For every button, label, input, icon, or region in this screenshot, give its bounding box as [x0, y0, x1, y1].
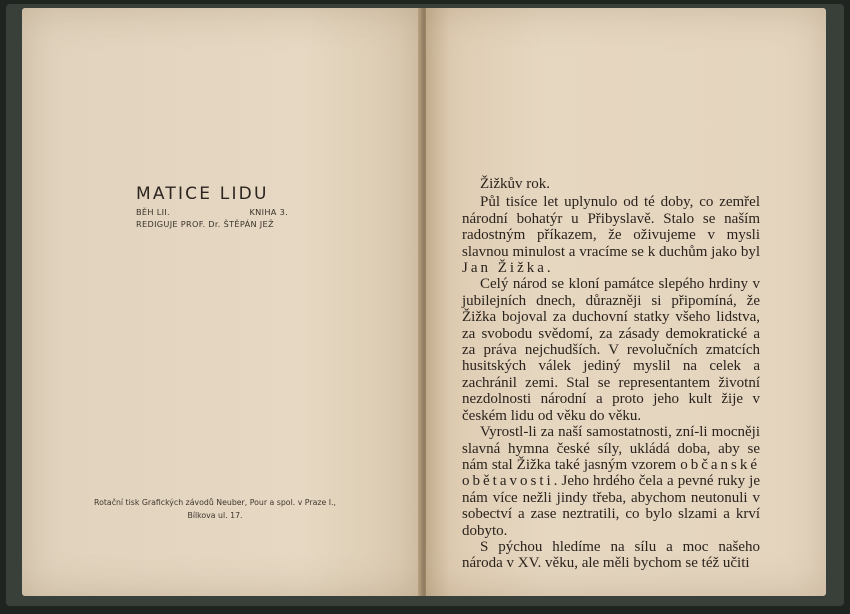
- paragraph-2: Celý národ se kloní památce slepého hrdiny v jubilejních dnech, důrazněji si připomíná, že Žižka bojoval za duchovní statky všeho lidstva, za svobodu svědomí, za zásady demokratické a za práva nejchudších. V revolučních zmatcích husitských válek jediný myslil na celek a zachránil zemi. Stal se representantem životní nezdolnosti národní a proto jeho kult žije v českém lidu od věku do věku.: [462, 276, 760, 424]
- paragraph-1-end: .: [546, 260, 551, 277]
- colophon-line-2: Bílkova ul. 17.: [187, 511, 243, 520]
- right-page-text: [462, 176, 760, 572]
- emphasized-name: Jan Žižka: [462, 260, 547, 277]
- paragraph-4: S pýchou hledíme na sílu a moc našeho národa v XV. věku, ale měli bychom se též učiti: [462, 538, 760, 572]
- paragraph-1-text: Půl tisíce let uplynulo od té doby, co zemřel národní bohatýr u Přibyslavě. Stalo se naším radostným příkazem, že oživujeme v mysli slavnou minulost a vracíme se k duchům jako byl: [462, 194, 760, 260]
- emphasized-phrase: občanské obětavosti: [462, 456, 760, 490]
- series-title: MATICE LIDU: [136, 184, 269, 204]
- paragraph-3-text-a: Vyrostl-li za naší samostatnosti, zní-li mocněji slavná hymna české síly, ukládá doba, aby se nám stal Žižka také jasným vzorem: [462, 424, 760, 473]
- paragraph-3: [462, 424, 760, 539]
- book-label: KNIHA 3.: [249, 207, 288, 217]
- paragraph-1: [462, 194, 760, 276]
- paragraph-3-text-b: . Jeho hrdého čela a pevné ruky je nám více nežli jindy třeba, abychom neutonuli v sobectví a zase neztratili, co bylo slzami a krví dobyto.: [462, 473, 760, 539]
- chapter-heading: Žižkův rok.: [480, 176, 550, 192]
- colophon-line-1: Rotační tisk Grafických závodů Neuber, Pour a spol. v Praze I.,: [94, 498, 336, 507]
- volume-row: [136, 207, 288, 217]
- series-masthead: [136, 184, 288, 229]
- volume-label: BĚH LII.: [136, 207, 170, 217]
- printer-colophon: [70, 496, 360, 522]
- editor-line: REDIGUJE PROF. Dr. ŠTĚPÁN JEŽ: [136, 219, 274, 229]
